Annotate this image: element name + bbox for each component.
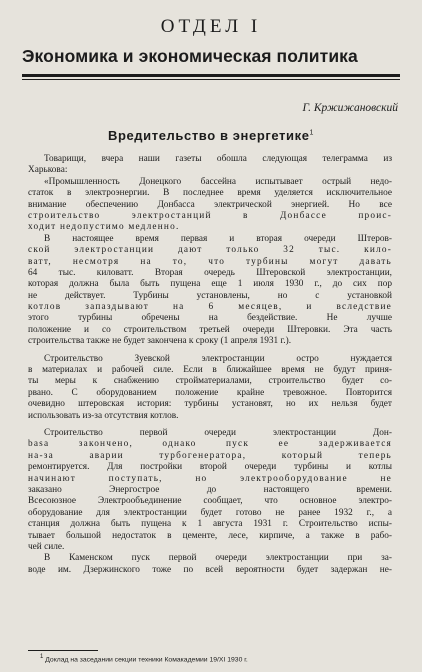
text-line: чей силе. <box>28 541 65 552</box>
text-line: ской электростанции дают только 32 тыс. кило- <box>28 245 392 256</box>
text-line: в материалах и рабочей силе. Если в ближайшее время не будут приня- <box>28 365 392 376</box>
section-title: Экономика и экономическая политика <box>22 46 358 66</box>
text-line: воде им. Дзержинского тоже по всей вероятности будет задержан не- <box>28 564 392 575</box>
text-line: Товарищи, вчера наши газеты обошла следующая телеграмма из <box>44 154 392 164</box>
text-line: строительство электростанций в Донбассе проис- <box>28 210 392 221</box>
text-line: В Каменском пуск первой очереди электростанции при за- <box>44 553 392 564</box>
text-line: на-за аварии турбогенератора, который теперь <box>28 450 392 461</box>
text-line: станция должна быть пущена к 1 августа 1931 г. Строительство испы- <box>28 519 392 530</box>
text-line: ремонтируется. Для постройки второй очереди турбины и котлы <box>28 462 392 473</box>
text-line: ходит недопустимо медленно. <box>28 222 180 233</box>
text-line: В настоящее время первая и вторая очереди Штеров- <box>44 233 392 244</box>
text-line: Харькова: <box>28 165 68 176</box>
text-line: положение и со строительством третьей очереди Штеровки. Эта часть <box>28 324 392 335</box>
article-title <box>0 128 422 143</box>
footnote-text: Доклад на заседании секции техники Комакадемии 19/XI 1930 г. <box>45 656 248 664</box>
footnote-marker: 1 <box>309 129 315 137</box>
text-line: внимание обеспечению Донбасса электрической энергией. Но все <box>28 199 392 210</box>
text-line: «Промышленность Донецкого бассейна испытывает острый недо- <box>44 176 392 187</box>
text-line: котлов запаздывают на 6 месяцев, и вследствие <box>28 302 392 313</box>
title-rule-thick <box>22 74 400 77</box>
section-heading: ОТДЕЛ I <box>160 16 262 37</box>
text-line: Всесоюзное Электрообъединение сообщает, что основное электро- <box>28 496 392 507</box>
text-line: тывает большой недостаток в цементе, лесе, кирпиче, а также в рабо- <box>28 530 392 541</box>
text-line: строительства также не будет закончена к сроку (1 апреля 1931 г.). <box>28 336 292 347</box>
text-line: оборудование для электростанции будет готово не ранее 1932 г., а <box>28 507 392 518</box>
text-line: этого турбины обречены на бездействие. Не лучше <box>28 313 392 324</box>
text-line: статок в электроэнергии. В последнее время уделяется исключительное <box>28 188 392 199</box>
text-line: ватт, несмотря на то, что турбины могут давать <box>28 256 392 267</box>
text-line: basа закончено, однако пуск ее задерживается <box>28 439 392 450</box>
text-line: Строительство первой очереди электростанции Дон- <box>44 427 392 438</box>
article-author: Г. Кржижановский <box>302 102 398 114</box>
text-line: не действует. Турбины установлены, но с установкой <box>28 290 392 301</box>
text-line: ты меры к снабжению стройматериалами, строительство будет со- <box>28 376 392 387</box>
text-line: которая должна была быть пущена еще 1 июля 1930 г., до сих пор <box>28 279 392 290</box>
text-line: начинают поступать, но электрооборудование не <box>28 473 392 484</box>
article-title-text: Вредительство в энергетике <box>107 128 310 143</box>
text-line: заказано Энергострое до настоящего времени. <box>28 484 392 495</box>
text-line: использовать из-за отсутствия котлов. <box>28 410 179 421</box>
text-line: рвано. С оборудованием положение крайне тревожное. Повторится <box>28 387 392 398</box>
footnote <box>40 654 248 663</box>
title-rule-thin <box>22 79 400 80</box>
footnote-ref: 1 <box>40 654 44 660</box>
text-line: очевидно штеровская история: турбины установят, но их нельзя будет <box>28 399 392 410</box>
footnote-rule <box>28 650 98 651</box>
text-line: Строительство Зуевской электростанции остро нуждается <box>44 353 392 364</box>
article-body <box>28 154 392 576</box>
text-line: 64 тыс. киловатт. Вторая очередь Штеровской электростанции, <box>28 267 392 278</box>
